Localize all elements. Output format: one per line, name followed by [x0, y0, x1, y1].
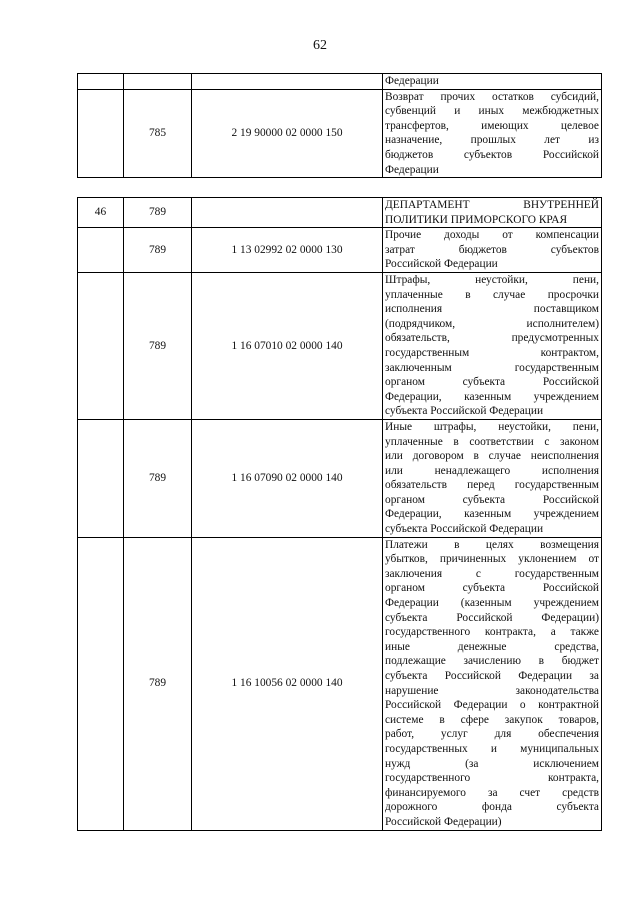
admin-code-cell: 789 [124, 272, 192, 419]
description-line: Платежи в целях возмещения [385, 538, 599, 551]
description-line: Федерации [385, 75, 439, 87]
description-line: затрат бюджетов субъектов [385, 243, 599, 256]
description-cell [383, 419, 602, 537]
description-line: Возврат прочих остатков субсидий, [385, 90, 599, 103]
description-line: Федерации [385, 163, 439, 176]
description-cell [383, 272, 602, 419]
description-line: или договором в случае неисполнения [385, 450, 599, 463]
description-line: ПОЛИТИКИ ПРИМОРСКОГО КРАЯ [385, 213, 568, 226]
table-row [78, 272, 602, 419]
page-number: 62 [313, 38, 327, 53]
description-line: Федерации, казенным учреждением [385, 390, 599, 403]
description-line: бюджетов субъектов Российской [385, 148, 599, 161]
description-line: нарушение законодательства [385, 684, 599, 697]
row-number-cell [78, 89, 124, 178]
table-row [78, 89, 602, 178]
description-line: обязательств перед государственным [385, 479, 599, 492]
admin-code-cell: 789 [124, 198, 192, 228]
description-line: заключения с государственным [385, 567, 599, 580]
revenue-table-department [77, 197, 602, 831]
description-line: государственных и муниципальных [385, 742, 599, 755]
description-line: Федерации, казенным учреждением [385, 508, 599, 521]
row-number-cell [78, 537, 124, 830]
admin-code-cell: 789 [124, 419, 192, 537]
description-line: дорожного фонда субъекта [385, 801, 599, 814]
description-line: или ненадлежащего исполнения [385, 464, 599, 477]
description-line: органом субъекта Российской [385, 376, 599, 389]
description-line: заключенным государственным [385, 361, 599, 374]
admin-code-cell: 785 [124, 89, 192, 178]
description-line: исполнения поставщиком [385, 303, 599, 316]
budget-code-cell [192, 74, 383, 90]
description-line: убытков, причиненных уклонением от [385, 553, 599, 566]
description-line: Российской Федерации о контрактной [385, 699, 599, 712]
description-line: Прочие доходы от компенсации [385, 229, 599, 242]
description-line: финансируемого за счет средств [385, 786, 599, 799]
description-line: Российской Федерации) [385, 815, 502, 828]
description-line: (подрядчиком, исполнителем) [385, 317, 599, 330]
row-number-cell [78, 74, 124, 90]
description-cell [383, 228, 602, 273]
row-number-cell [78, 272, 124, 419]
description-line: нужд (за исключением [385, 757, 599, 770]
description-line: Штрафы, неустойки, пени, [385, 273, 599, 286]
budget-code-cell: 1 16 07010 02 0000 140 [192, 272, 383, 419]
admin-code-cell [124, 74, 192, 90]
table-row [78, 74, 602, 90]
row-number-cell [78, 228, 124, 273]
description-cell [383, 537, 602, 830]
admin-code-cell: 789 [124, 537, 192, 830]
revenue-table-continuation [77, 73, 602, 178]
description-cell [383, 89, 602, 178]
description-line: государственного контракта, а также [385, 626, 599, 639]
description-line: субъекта Российской Федерации [385, 523, 544, 536]
description-line: системе в сфере закупок товаров, [385, 713, 599, 726]
table-row [78, 198, 602, 228]
description-line: субъекта Российской Федерации за [385, 670, 599, 682]
table-row [78, 419, 602, 537]
description-line: государственного контракта, [385, 772, 599, 785]
budget-code-cell: 1 13 02992 02 0000 130 [192, 228, 383, 273]
budget-code-cell: 1 16 07090 02 0000 140 [192, 419, 383, 537]
description-cell [383, 74, 602, 90]
description-line: подлежащие зачислению в бюджет [385, 655, 599, 668]
description-line: органом субъекта Российской [385, 493, 599, 506]
description-line: Федерации (казенным учреждением [385, 597, 599, 610]
description-line: субвенций и иных межбюджетных [385, 105, 599, 118]
description-line: назначение, прошлых лет из [385, 134, 599, 147]
description-line: иные денежные средства, [385, 640, 599, 653]
description-line: органом субъекта Российской [385, 582, 599, 595]
description-line: субъекта Российской Федерации [385, 405, 544, 418]
description-line: Иные штрафы, неустойки, пени, [385, 420, 599, 433]
description-line: субъекта Российской Федерации) [385, 611, 599, 624]
table-row [78, 228, 602, 273]
description-line: трансфертов, имеющих целевое [385, 119, 599, 132]
row-number-cell: 46 [78, 198, 124, 228]
budget-code-cell [192, 198, 383, 228]
description-line: работ, услуг для обеспечения [385, 728, 599, 741]
description-line: уплаченные в случае просрочки [385, 288, 599, 301]
description-line: государственным контрактом, [385, 346, 599, 359]
description-line: ДЕПАРТАМЕНТ ВНУТРЕННЕЙ [385, 199, 599, 211]
admin-code-cell: 789 [124, 228, 192, 273]
budget-code-cell: 2 19 90000 02 0000 150 [192, 89, 383, 178]
budget-code-cell: 1 16 10056 02 0000 140 [192, 537, 383, 830]
description-line: обязательств, предусмотренных [385, 332, 599, 345]
description-line: Российской Федерации [385, 258, 498, 271]
description-line: уплаченные в соответствии с законом [385, 435, 599, 448]
description-cell [383, 198, 602, 228]
row-number-cell [78, 419, 124, 537]
table-row [78, 537, 602, 830]
